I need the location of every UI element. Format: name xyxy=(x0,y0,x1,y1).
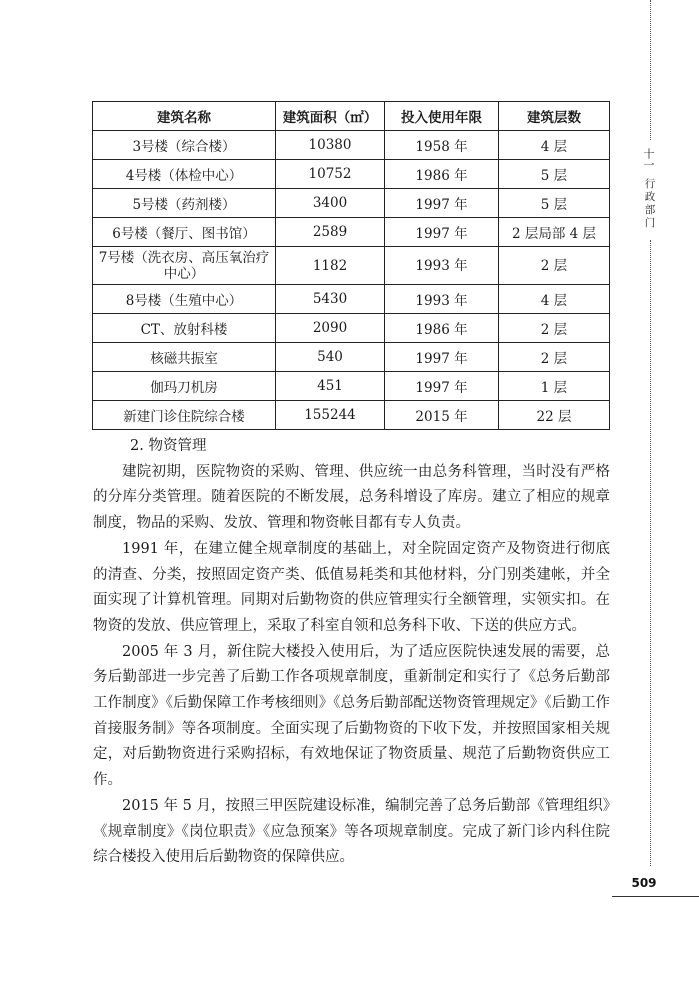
cell-year: 1993 年 xyxy=(385,247,499,285)
table-row xyxy=(93,218,610,247)
table-header-row xyxy=(93,102,610,131)
cell-year: 1997 年 xyxy=(385,189,499,218)
cell-name: 3号楼（综合楼） xyxy=(93,131,276,160)
table-row xyxy=(93,401,610,430)
cell-area: 2090 xyxy=(276,314,385,343)
paragraph: 1991 年，在建立健全规章制度的基础上，对全院固定资产及物资进行彻底的清查、分类，按照固定资产类、低值易耗类和其他材料，分门别类建帐，并全面实现了计算机管理。同期对后勤物资的供应管理实行全额管理，实领实扣。在物资的发放、供应管理上，采取了科室自领和总务科下收、下送的供应方式。 xyxy=(93,540,610,634)
header-year-in-use: 投入使用年限 xyxy=(385,102,499,131)
cell-name: 新建门诊住院综合楼 xyxy=(93,401,276,430)
cell-year: 1997 年 xyxy=(385,218,499,247)
buildings-table xyxy=(92,101,610,430)
margin-dotted-rule xyxy=(650,240,651,866)
cell-floors: 4 层 xyxy=(499,131,610,160)
section-heading: 2. 物资管理 xyxy=(130,438,207,454)
cell-name: 8号楼（生殖中心） xyxy=(93,285,276,314)
header-building-area: 建筑面积（㎡） xyxy=(276,102,385,131)
chapter-number: 十一 xyxy=(642,148,655,170)
table-row xyxy=(93,189,610,218)
table-row xyxy=(93,247,610,285)
header-building-name: 建筑名称 xyxy=(93,102,276,131)
cell-year: 1958 年 xyxy=(385,131,499,160)
cell-name: 6号楼（餐厅、图书馆） xyxy=(93,218,276,247)
table-row xyxy=(93,343,610,372)
cell-year: 1993 年 xyxy=(385,285,499,314)
cell-name: 伽玛刀机房 xyxy=(93,372,276,401)
paragraph: 2005 年 3 月，新住院大楼投入使用后，为了适应医院快速发展的需要，总务后勤部进一步完善了后勤工作各项规章制度，重新制定和实行了《总务后勤部工作制度》《后勤保障工作考核细则》《总务后勤部配送物资管理规定》《后勤工作首接服务制》等各项制度。全面实现了后勤物资的下收下发，并按照国家相关规定，对后勤物资进行采购招标，有效地保证了物资质量、规范了后勤物资供应工作。 xyxy=(93,643,610,789)
margin-dotted-line xyxy=(650,0,651,140)
cell-area: 451 xyxy=(276,372,385,401)
cell-name: 4号楼（体检中心） xyxy=(93,160,276,189)
cell-name: CT、放射科楼 xyxy=(93,314,276,343)
header-floors: 建筑层数 xyxy=(499,102,610,131)
cell-area: 3400 xyxy=(276,189,385,218)
table-row xyxy=(93,131,610,160)
cell-area: 5430 xyxy=(276,285,385,314)
cell-floors: 2 层 xyxy=(499,314,610,343)
cell-year: 1986 年 xyxy=(385,160,499,189)
chapter-side-label xyxy=(641,148,659,230)
cell-floors: 5 层 xyxy=(499,160,610,189)
cell-year: 2015 年 xyxy=(385,401,499,430)
cell-area: 2589 xyxy=(276,218,385,247)
cell-floors: 2 层局部 4 层 xyxy=(499,218,610,247)
cell-year: 1997 年 xyxy=(385,372,499,401)
cell-name: 5号楼（药剂楼） xyxy=(93,189,276,218)
chapter-title: 行政部门 xyxy=(644,178,656,229)
cell-floors: 2 层 xyxy=(499,343,610,372)
paragraph: 建院初期，医院物资的采购、管理、供应统一由总务科管理，当时没有严格的分库分类管理。随着医院的不断发展，总务科增设了库房。建立了相应的规章制度，物品的采购、发放、管理和物资帐目都有专人负责。 xyxy=(93,463,610,532)
cell-name: 核磁共振室 xyxy=(93,343,276,372)
cell-floors: 5 层 xyxy=(499,189,610,218)
section-body xyxy=(93,434,610,871)
cell-area: 540 xyxy=(276,343,385,372)
paragraph: 2015 年 5 月，按照三甲医院建设标准，编制完善了总务后勤部《管理组织》《规章制度》《岗位职责》《应急预案》等各项规章制度。完成了新门诊内科住院综合楼投入使用后后勤物资的保障供应。 xyxy=(93,797,610,866)
page-number: 509 xyxy=(631,876,657,890)
cell-year: 1997 年 xyxy=(385,343,499,372)
cell-floors: 4 层 xyxy=(499,285,610,314)
cell-name: 7号楼（洗衣房、高压氧治疗中心） xyxy=(93,247,276,285)
cell-area: 1182 xyxy=(276,247,385,285)
table-row xyxy=(93,372,610,401)
cell-floors: 2 层 xyxy=(499,247,610,285)
cell-area: 155244 xyxy=(276,401,385,430)
table-row xyxy=(93,285,610,314)
cell-area: 10380 xyxy=(276,131,385,160)
cell-floors: 22 层 xyxy=(499,401,610,430)
cell-year: 1986 年 xyxy=(385,314,499,343)
table-row xyxy=(93,160,610,189)
table-row xyxy=(93,314,610,343)
page-number-rule xyxy=(612,896,699,897)
cell-area: 10752 xyxy=(276,160,385,189)
cell-floors: 1 层 xyxy=(499,372,610,401)
